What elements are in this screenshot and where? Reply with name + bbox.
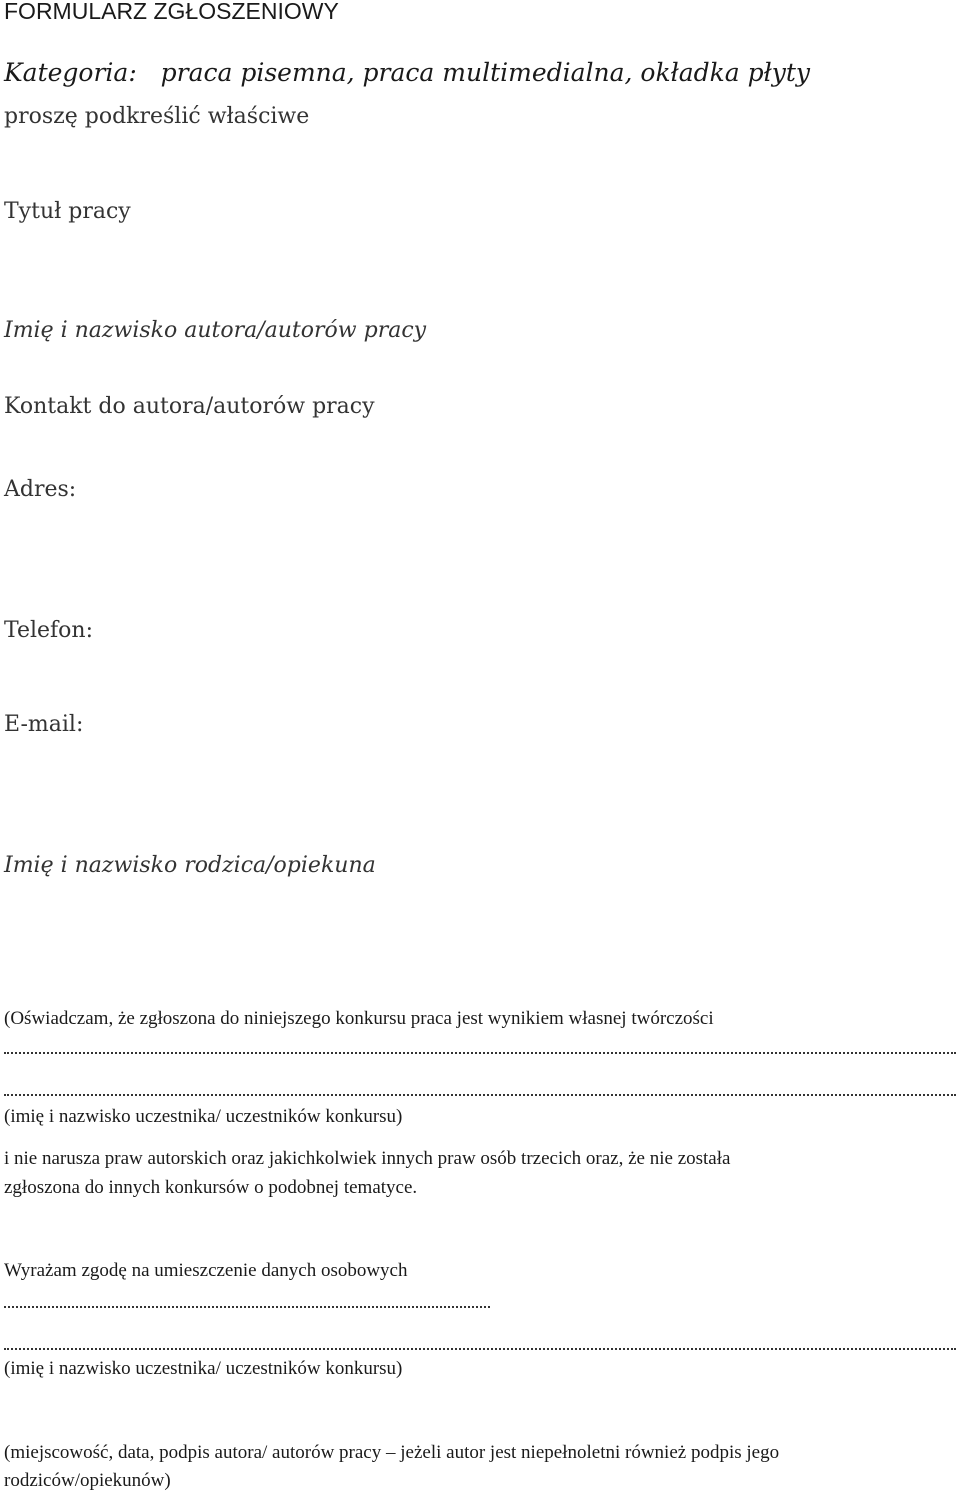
field-author-contact-label: Kontakt do autora/autorów pracy [4,394,375,419]
category-label: Kategoria: [4,58,137,87]
declaration-intro: (Oświadczam, że zgłoszona do niniejszego konkursu praca jest wynikiem własnej twórczości [4,1008,714,1029]
field-author-name-label: Imię i nazwisko autora/autorów pracy [4,318,427,343]
field-parent-name-label: Imię i nazwisko rodzica/opiekuna [4,853,376,878]
signature-line [4,1306,490,1308]
form-title: FORMULARZ ZGŁOSZENIOWY [4,0,339,24]
category-line [4,58,810,87]
field-phone-label: Telefon: [4,618,94,643]
declaration-name-caption: (imię i nazwisko uczestnika/ uczestników konkursu) [4,1106,403,1127]
declaration-line-2: zgłoszona do innych konkursów o podobnej tematyce. [4,1177,418,1198]
field-title-label: Tytuł pracy [4,199,131,224]
signature-line [4,1348,956,1350]
category-options: praca pisemna, praca multimedialna, okładka płyty [160,58,811,87]
consent-name-caption: (imię i nazwisko uczestnika/ uczestników konkursu) [4,1358,403,1379]
footer-line-2: rodziców/opiekunów) [4,1470,171,1491]
field-address-label: Adres: [4,477,77,502]
signature-line [4,1094,956,1096]
signature-line [4,1052,956,1054]
consent-text: Wyrażam zgodę na umieszczenie danych osobowych [4,1260,408,1281]
footer-line-1: (miejscowość, data, podpis autora/ autorów pracy – jeżeli autor jest niepełnoletni również podpis jego [4,1442,780,1463]
category-hint: proszę podkreślić właściwe [4,104,310,129]
declaration-line-1: i nie narusza praw autorskich oraz jakichkolwiek innych praw osób trzecich oraz, że nie została [4,1148,731,1169]
field-email-label: E-mail: [4,712,84,737]
